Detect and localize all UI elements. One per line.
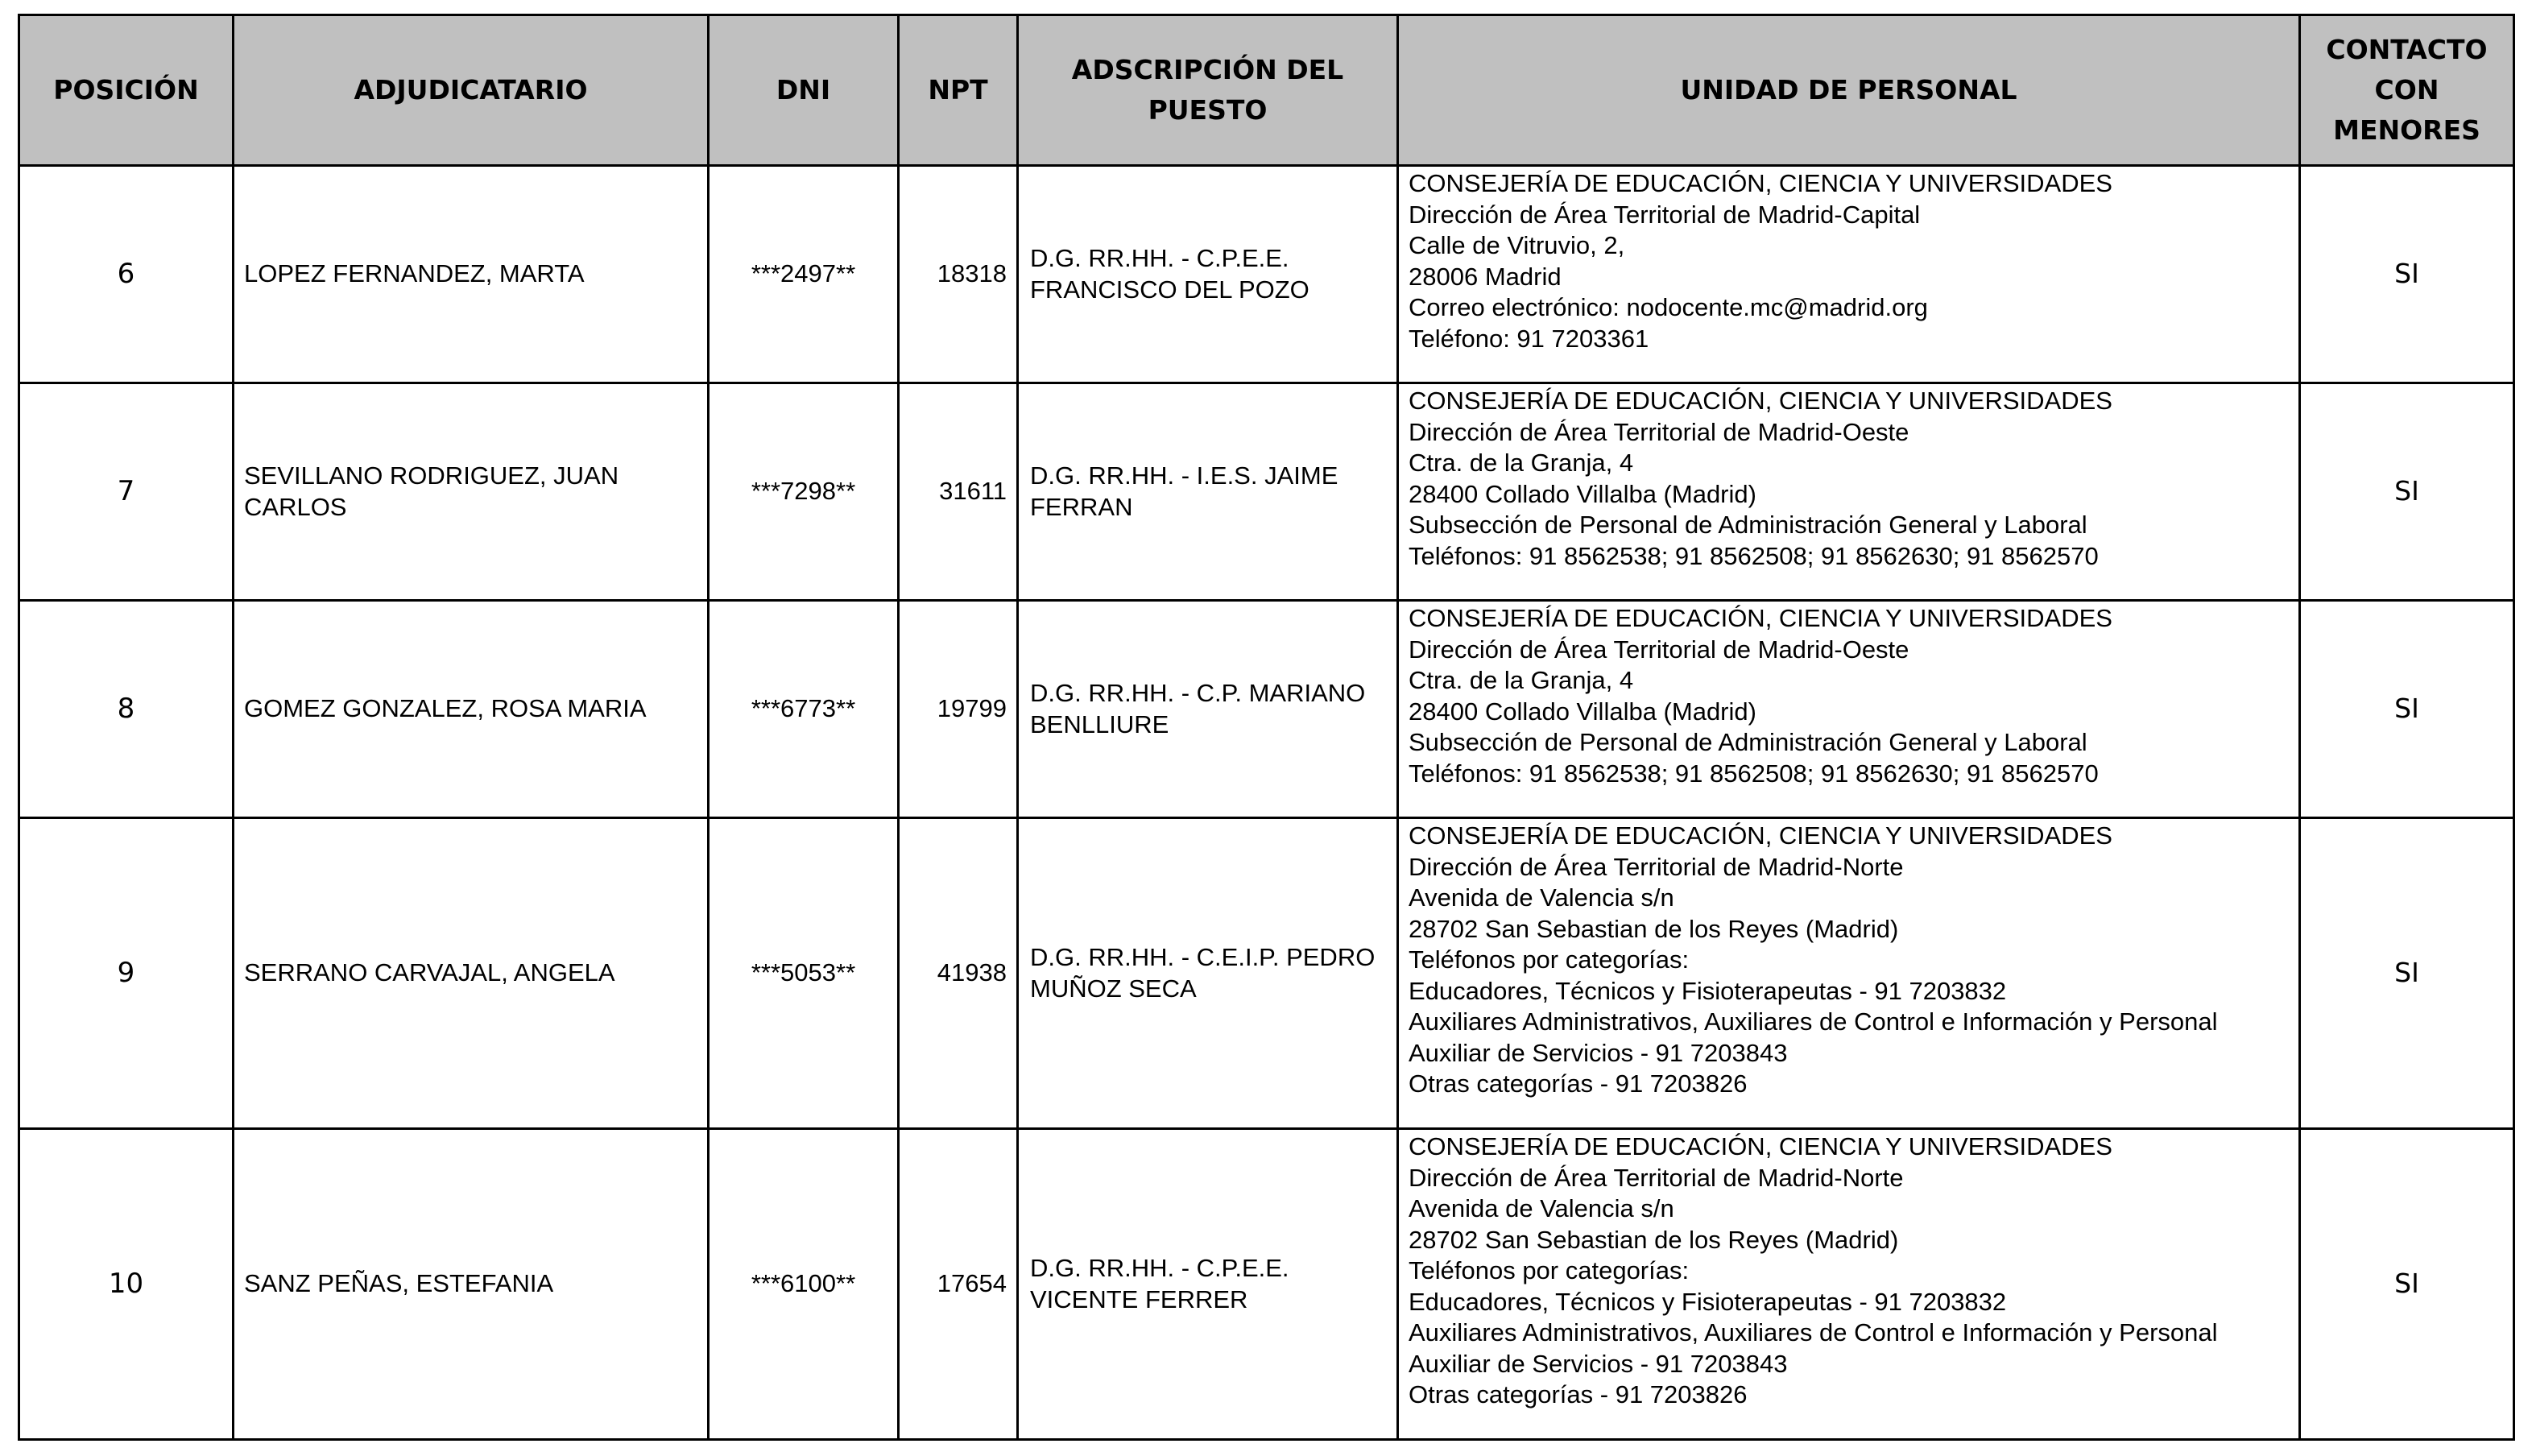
unidad-line: 28400 Collado Villalba (Madrid) — [1409, 697, 1756, 726]
cell-posicion: 10 — [19, 1129, 234, 1440]
cell-npt: 17654 — [899, 1129, 1018, 1440]
cell-contacto: SI — [2300, 818, 2514, 1129]
cell-dni: ***6773** — [709, 601, 899, 818]
unidad-line: Correo electrónico: nodocente.mc@madrid.org — [1409, 293, 1928, 321]
header-contacto — [2300, 15, 2514, 166]
unidad-line: Educadores, Técnicos y Fisioterapeutas - 91 7203832 — [1409, 1287, 2007, 1316]
unidad-line: Educadores, Técnicos y Fisioterapeutas - 91 7203832 — [1409, 976, 2007, 1005]
cell-contacto: SI — [2300, 601, 2514, 818]
cell-unidad — [1398, 383, 2300, 601]
unidad-line: Auxiliares Administrativos, Auxiliares de Control e Información y Personal — [1409, 1007, 2218, 1036]
unidad-line: Teléfonos: 91 8562538; 91 8562508; 91 8562630; 91 8562570 — [1409, 759, 2099, 788]
unidad-line: Avenida de Valencia s/n — [1409, 1194, 1674, 1222]
cell-dni: ***6100** — [709, 1129, 899, 1440]
cell-npt: 31611 — [899, 383, 1018, 601]
unidad-line: Teléfonos: 91 8562538; 91 8562508; 91 8562630; 91 8562570 — [1409, 541, 2099, 570]
cell-contacto: SI — [2300, 166, 2514, 383]
unidad-line: Otras categorías - 91 7203826 — [1409, 1380, 1748, 1408]
unidad-line: Ctra. de la Granja, 4 — [1409, 449, 1634, 477]
cell-posicion: 6 — [19, 166, 234, 383]
unidad-line: CONSEJERÍA DE EDUCACIÓN, CIENCIA Y UNIVERSIDADES — [1409, 821, 2112, 850]
unidad-line: Subsección de Personal de Administración General y Laboral — [1409, 728, 2087, 756]
unidad-line: Auxiliares Administrativos, Auxiliares de Control e Información y Personal — [1409, 1318, 2218, 1346]
unidad-line: Ctra. de la Granja, 4 — [1409, 666, 1634, 694]
table-row — [19, 383, 2514, 601]
unidad-line: 28702 San Sebastian de los Reyes (Madrid) — [1409, 1225, 1899, 1254]
cell-adjudicatario: SANZ PEÑAS, ESTEFANIA — [234, 1129, 709, 1440]
header-adjudicatario: ADJUDICATARIO — [234, 15, 709, 166]
unidad-line: Teléfono: 91 7203361 — [1409, 324, 1649, 353]
cell-posicion: 8 — [19, 601, 234, 818]
cell-adscripcion: D.G. RR.HH. - C.P.E.E. FRANCISCO DEL POZO — [1018, 166, 1398, 383]
unidad-line: CONSEJERÍA DE EDUCACIÓN, CIENCIA Y UNIVERSIDADES — [1409, 1132, 2112, 1160]
table-row — [19, 601, 2514, 818]
unidad-line: Dirección de Área Territorial de Madrid-Norte — [1409, 1163, 1904, 1192]
cell-unidad — [1398, 818, 2300, 1129]
unidad-line: CONSEJERÍA DE EDUCACIÓN, CIENCIA Y UNIVERSIDADES — [1409, 604, 2112, 632]
table-header-row — [19, 15, 2514, 166]
unidad-line: Dirección de Área Territorial de Madrid-Capital — [1409, 200, 1921, 229]
cell-adjudicatario: LOPEZ FERNANDEZ, MARTA — [234, 166, 709, 383]
cell-contacto: SI — [2300, 383, 2514, 601]
table-row — [19, 166, 2514, 383]
unidad-line: Teléfonos por categorías: — [1409, 1256, 1690, 1284]
adjudication-table — [18, 14, 2515, 1441]
unidad-line: Avenida de Valencia s/n — [1409, 883, 1674, 912]
header-contacto-label: CONTACTO CON MENORES — [2326, 34, 2488, 146]
unidad-line: CONSEJERÍA DE EDUCACIÓN, CIENCIA Y UNIVERSIDADES — [1409, 387, 2112, 415]
cell-unidad — [1398, 166, 2300, 383]
cell-dni: ***5053** — [709, 818, 899, 1129]
cell-adscripcion: D.G. RR.HH. - I.E.S. JAIME FERRAN — [1018, 383, 1398, 601]
cell-adjudicatario: SERRANO CARVAJAL, ANGELA — [234, 818, 709, 1129]
cell-posicion: 7 — [19, 383, 234, 601]
header-npt: NPT — [899, 15, 1018, 166]
header-posicion: POSICIÓN — [19, 15, 234, 166]
cell-dni: ***2497** — [709, 166, 899, 383]
cell-adscripcion: D.G. RR.HH. - C.E.I.P. PEDRO MUÑOZ SECA — [1018, 818, 1398, 1129]
cell-unidad — [1398, 601, 2300, 818]
cell-npt: 18318 — [899, 166, 1018, 383]
cell-contacto: SI — [2300, 1129, 2514, 1440]
cell-unidad — [1398, 1129, 2300, 1440]
header-dni: DNI — [709, 15, 899, 166]
header-adscripcion — [1018, 15, 1398, 166]
cell-dni: ***7298** — [709, 383, 899, 601]
cell-posicion: 9 — [19, 818, 234, 1129]
unidad-line: Calle de Vitruvio, 2, — [1409, 231, 1625, 259]
cell-adjudicatario: SEVILLANO RODRIGUEZ, JUAN CARLOS — [234, 383, 709, 601]
unidad-line: CONSEJERÍA DE EDUCACIÓN, CIENCIA Y UNIVERSIDADES — [1409, 169, 2112, 197]
cell-npt: 41938 — [899, 818, 1018, 1129]
header-unidad: UNIDAD DE PERSONAL — [1398, 15, 2300, 166]
unidad-line: Auxiliar de Servicios - 91 7203843 — [1409, 1038, 1788, 1067]
cell-adscripcion: D.G. RR.HH. - C.P.E.E. VICENTE FERRER — [1018, 1129, 1398, 1440]
cell-adscripcion: D.G. RR.HH. - C.P. MARIANO BENLLIURE — [1018, 601, 1398, 818]
unidad-line: Dirección de Área Territorial de Madrid-Norte — [1409, 852, 1904, 881]
unidad-line: Dirección de Área Territorial de Madrid-Oeste — [1409, 417, 1909, 446]
unidad-line: Teléfonos por categorías: — [1409, 945, 1690, 974]
unidad-line: 28702 San Sebastian de los Reyes (Madrid) — [1409, 914, 1899, 943]
unidad-line: Auxiliar de Servicios - 91 7203843 — [1409, 1349, 1788, 1378]
table-row — [19, 1129, 2514, 1440]
unidad-line: Otras categorías - 91 7203826 — [1409, 1069, 1748, 1098]
unidad-line: 28400 Collado Villalba (Madrid) — [1409, 479, 1756, 508]
unidad-line: 28006 Madrid — [1409, 262, 1562, 291]
table-row — [19, 818, 2514, 1129]
cell-npt: 19799 — [899, 601, 1018, 818]
header-adscripcion-label: ADSCRIPCIÓN DEL PUESTO — [1071, 54, 1344, 126]
cell-adjudicatario: GOMEZ GONZALEZ, ROSA MARIA — [234, 601, 709, 818]
unidad-line: Subsección de Personal de Administración General y Laboral — [1409, 511, 2087, 539]
unidad-line: Dirección de Área Territorial de Madrid-Oeste — [1409, 635, 1909, 664]
